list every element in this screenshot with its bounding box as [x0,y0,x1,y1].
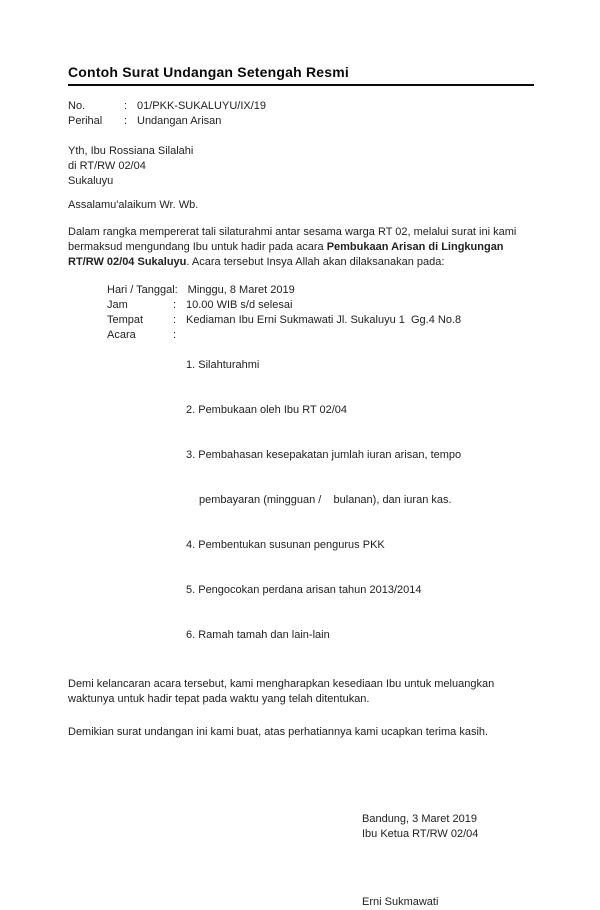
closing1-line-1: Demi kelancaran acara tersebut, kami mengharapkan kesediaan Ibu untuk meluangkan [68,678,495,690]
signature-block [362,812,538,910]
agenda-list [186,328,538,673]
agenda-item-6: 6. Ramah tamah dan lain-lain [186,629,330,641]
meta-row-number [68,99,538,114]
subject-label: Perihal [68,115,103,127]
opening-line-3: RT/RW 02/04 Sukaluyu. Acara tersebut Insya Allah akan dilaksanakan pada: [68,256,445,268]
signature-name: Erni Sukmawati [362,896,439,908]
agenda-label: Acara [107,329,136,341]
time-colon: : [173,299,177,311]
salutation: Assalamu'alaikum Wr. Wb. [68,199,199,211]
detail-row-place [107,313,538,328]
subject-colon: : [124,115,128,127]
event-details [107,283,538,673]
number-colon: : [124,100,128,112]
date-value: Minggu, 8 Maret 2019 [187,284,295,296]
detail-row-date [107,283,538,298]
agenda-item-5: 5. Pengocokan perdana arisan tahun 2013/2014 [186,584,422,596]
place-colon: : [173,314,177,326]
recipient-block [68,144,538,189]
closing1-line-2: waktunya untuk hadir tepat pada waktu yang telah ditentukan. [68,693,370,705]
date-colon: : [174,284,178,296]
detail-row-time [107,298,538,313]
place-label: Tempat [107,314,144,326]
meta-row-subject [68,114,538,129]
agenda-colon: : [173,329,177,341]
agenda-item-3-continued: pembayaran (mingguan / bulanan), dan iuran kas. [199,494,452,506]
subject-value: Undangan Arisan [137,115,222,127]
opening-paragraph [68,225,538,270]
place-value: Kediaman Ibu Erni Sukmawati Jl. Sukaluyu 1 Gg.4 No.8 [186,314,462,326]
signature-place-date: Bandung, 3 Maret 2019 [362,813,477,825]
time-label: Jam [107,299,128,311]
number-label: No. [68,100,86,112]
letter-meta [68,99,538,129]
signature-role: Ibu Ketua RT/RW 02/04 [362,828,479,840]
recipient-name: Yth, Ibu Rossiana Silalahi [68,145,194,157]
date-label: Hari / Tanggal [107,284,175,296]
detail-row-agenda [107,328,538,673]
opening-line-1: Dalam rangka mempererat tali silaturahmi antar sesama warga RT 02, melalui surat ini kami [68,226,517,238]
agenda-item-4: 4. Pembentukan susunan pengurus PKK [186,539,385,551]
opening-line-2: bermaksud mengundang Ibu untuk hadir pada acara Pembukaan Arisan di Lingkungan [68,241,504,253]
agenda-item-3: 3. Pembahasan kesepakatan jumlah iuran arisan, tempo [186,449,462,461]
recipient-city: Sukaluyu [68,175,114,187]
closing-paragraph-1 [68,677,538,707]
agenda-item-1: 1. Silahturahmi [186,359,260,371]
closing-paragraph-2: Demikian surat undangan ini kami buat, atas perhatiannya kami ucapkan terima kasih. [68,726,489,738]
time-value: 10.00 WIB s/d selesai [186,299,293,311]
number-value: 01/PKK-SUKALUYU/IX/19 [137,100,267,112]
letter-content [68,64,538,910]
agenda-item-2: 2. Pembukaan oleh Ibu RT 02/04 [186,404,348,416]
recipient-address: di RT/RW 02/04 [68,160,146,172]
letter-title: Contoh Surat Undangan Setengah Resmi [68,64,534,86]
